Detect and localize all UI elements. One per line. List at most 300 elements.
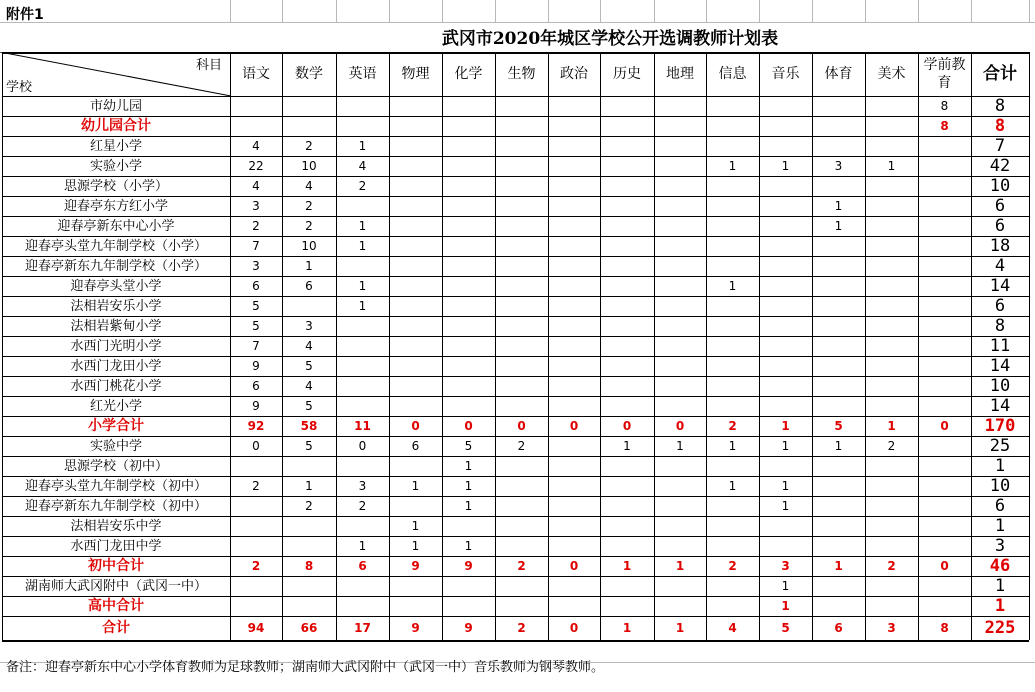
value-cell xyxy=(812,96,865,116)
row-divider xyxy=(2,336,1029,337)
value-cell xyxy=(230,516,282,536)
value-cell xyxy=(442,176,495,196)
value-cell xyxy=(495,136,548,156)
subtotal-label: 小学合计 xyxy=(88,418,144,434)
subtotal-label: 合计 xyxy=(102,620,130,636)
value-cell: 9 xyxy=(464,559,473,573)
value-cell xyxy=(600,516,654,536)
value-cell xyxy=(548,496,600,516)
row-divider xyxy=(2,256,1029,257)
value-cell: 5 xyxy=(305,359,313,373)
value-cell: 0 xyxy=(622,419,632,433)
value-cell xyxy=(336,376,389,396)
value-cell: 1 xyxy=(411,479,420,493)
column-divider xyxy=(336,52,337,640)
value-cell: 6 xyxy=(252,279,260,293)
value-cell xyxy=(759,196,812,216)
value-cell xyxy=(706,376,759,396)
value-cell xyxy=(495,336,548,356)
value-cell xyxy=(706,256,759,276)
value-cell xyxy=(495,256,548,276)
value-cell: 2 xyxy=(358,499,367,513)
value-cell xyxy=(495,576,548,596)
value-cell: 6 xyxy=(834,621,843,635)
value-cell: 2 xyxy=(305,199,313,213)
value-cell: 10 xyxy=(301,159,317,173)
value-cell xyxy=(600,116,654,136)
subject-header: 美术 xyxy=(877,66,906,82)
value-cell xyxy=(336,336,389,356)
value-cell xyxy=(918,196,971,216)
column-divider xyxy=(282,52,283,640)
column-divider xyxy=(865,52,866,640)
value-cell xyxy=(282,296,336,316)
value-cell: 3 xyxy=(781,559,790,573)
value-cell xyxy=(442,196,495,216)
sheet-gridline xyxy=(1029,0,1030,22)
value-cell xyxy=(706,236,759,256)
value-cell xyxy=(654,456,706,476)
value-cell: 0 xyxy=(464,419,473,433)
value-cell xyxy=(918,576,971,596)
value-cell xyxy=(230,116,282,136)
value-cell xyxy=(495,176,548,196)
row-total-cell: 6 xyxy=(994,196,1006,216)
value-cell xyxy=(706,176,759,196)
value-cell xyxy=(442,376,495,396)
value-cell: 2 xyxy=(252,219,260,233)
subject-header: 信息 xyxy=(718,66,747,82)
value-cell xyxy=(706,296,759,316)
value-cell: 1 xyxy=(622,621,632,635)
value-cell: 17 xyxy=(354,621,371,635)
value-cell xyxy=(230,456,282,476)
value-cell xyxy=(759,176,812,196)
value-cell xyxy=(654,536,706,556)
value-cell: 1 xyxy=(728,159,737,173)
value-cell xyxy=(706,456,759,476)
value-cell: 1 xyxy=(887,419,896,433)
row-total-cell: 46 xyxy=(989,556,1011,576)
value-cell xyxy=(654,176,706,196)
row-total-cell: 225 xyxy=(984,617,1016,638)
value-cell: 1 xyxy=(676,439,684,453)
value-cell xyxy=(442,216,495,236)
value-cell xyxy=(759,296,812,316)
value-cell xyxy=(654,256,706,276)
value-cell: 1 xyxy=(358,139,367,153)
value-cell xyxy=(918,236,971,256)
value-cell xyxy=(548,236,600,256)
school-name: 水西门桃花小学 xyxy=(70,378,162,394)
value-cell xyxy=(759,216,812,236)
school-name: 法相岩安乐小学 xyxy=(70,298,162,314)
subject-header: 合计 xyxy=(983,63,1017,84)
value-cell: 2 xyxy=(517,439,526,453)
row-total-cell: 170 xyxy=(984,416,1016,436)
sheet-gridline xyxy=(548,0,549,22)
value-cell xyxy=(336,316,389,336)
value-cell xyxy=(759,356,812,376)
value-cell: 8 xyxy=(940,119,949,133)
value-cell xyxy=(548,116,600,136)
value-cell xyxy=(918,396,971,416)
value-cell xyxy=(442,356,495,376)
sheet-gridline xyxy=(282,0,283,22)
value-cell: 0 xyxy=(411,419,420,433)
row-total-cell: 1 xyxy=(994,596,1006,616)
value-cell xyxy=(282,516,336,536)
value-cell: 1 xyxy=(834,219,843,233)
value-cell xyxy=(654,156,706,176)
value-cell xyxy=(389,136,442,156)
value-cell: 2 xyxy=(305,219,313,233)
row-divider xyxy=(2,496,1029,497)
row-divider xyxy=(2,576,1029,577)
subject-header: 政治 xyxy=(560,66,588,82)
value-cell xyxy=(812,536,865,556)
value-cell: 5 xyxy=(781,621,790,635)
value-cell xyxy=(654,316,706,336)
value-cell xyxy=(812,476,865,496)
value-cell xyxy=(336,96,389,116)
sheet-gridline xyxy=(759,0,760,22)
value-cell xyxy=(600,316,654,336)
value-cell xyxy=(282,536,336,556)
value-cell xyxy=(865,516,918,536)
row-total-cell: 8 xyxy=(994,116,1006,136)
value-cell: 2 xyxy=(305,499,313,513)
value-cell xyxy=(442,116,495,136)
row-total-cell: 42 xyxy=(989,156,1011,176)
row-divider xyxy=(2,516,1029,517)
table-title: 武冈市2020年城区学校公开选调教师计划表 xyxy=(441,29,779,49)
row-divider xyxy=(2,316,1029,317)
value-cell: 1 xyxy=(464,479,473,493)
value-cell xyxy=(600,276,654,296)
value-cell xyxy=(600,376,654,396)
value-cell: 1 xyxy=(834,559,843,573)
sheet-gridline xyxy=(442,0,443,22)
value-cell xyxy=(495,156,548,176)
value-cell: 92 xyxy=(247,419,265,433)
value-cell: 2 xyxy=(517,559,526,573)
value-cell xyxy=(812,376,865,396)
value-cell xyxy=(706,356,759,376)
value-cell xyxy=(706,576,759,596)
value-cell: 10 xyxy=(301,239,317,253)
value-cell xyxy=(548,276,600,296)
value-cell xyxy=(495,276,548,296)
row-divider xyxy=(2,216,1029,217)
value-cell xyxy=(548,256,600,276)
value-cell: 7 xyxy=(252,239,260,253)
value-cell xyxy=(600,136,654,156)
value-cell: 1 xyxy=(728,439,737,453)
value-cell xyxy=(759,256,812,276)
value-cell xyxy=(442,576,495,596)
value-cell: 9 xyxy=(411,621,420,635)
value-cell xyxy=(918,456,971,476)
value-cell xyxy=(389,356,442,376)
value-cell xyxy=(812,316,865,336)
value-cell xyxy=(759,276,812,296)
row-divider xyxy=(2,356,1029,357)
value-cell xyxy=(230,96,282,116)
column-divider xyxy=(442,52,443,640)
value-cell: 4 xyxy=(305,339,313,353)
value-cell: 6 xyxy=(411,439,420,453)
value-cell xyxy=(600,256,654,276)
value-cell xyxy=(282,576,336,596)
value-cell xyxy=(706,136,759,156)
value-cell xyxy=(389,276,442,296)
value-cell: 1 xyxy=(358,539,367,553)
column-divider xyxy=(600,52,601,640)
value-cell: 1 xyxy=(358,219,367,233)
value-cell xyxy=(759,96,812,116)
value-cell: 1 xyxy=(728,279,737,293)
row-divider xyxy=(2,456,1029,457)
value-cell xyxy=(600,476,654,496)
value-cell xyxy=(759,316,812,336)
value-cell: 1 xyxy=(464,459,473,473)
value-cell xyxy=(759,136,812,156)
value-cell xyxy=(442,296,495,316)
value-cell xyxy=(918,356,971,376)
value-cell xyxy=(865,256,918,276)
value-cell xyxy=(548,96,600,116)
row-total-cell: 14 xyxy=(989,396,1011,416)
value-cell xyxy=(654,236,706,256)
value-cell xyxy=(812,516,865,536)
value-cell xyxy=(442,316,495,336)
sheet-gridline xyxy=(918,0,919,22)
row-total-cell: 6 xyxy=(994,296,1006,316)
value-cell xyxy=(706,196,759,216)
value-cell xyxy=(548,336,600,356)
value-cell xyxy=(230,596,282,616)
value-cell xyxy=(600,336,654,356)
row-total-cell: 10 xyxy=(989,176,1011,196)
value-cell xyxy=(600,196,654,216)
value-cell xyxy=(759,456,812,476)
school-name: 迎春亭头堂小学 xyxy=(70,278,162,294)
column-divider xyxy=(812,52,813,640)
value-cell xyxy=(918,176,971,196)
value-cell xyxy=(865,396,918,416)
attachment-label: 附件1 xyxy=(6,7,44,23)
subject-header: 化学 xyxy=(454,66,483,82)
value-cell xyxy=(230,496,282,516)
subject-header: 物理 xyxy=(401,66,430,82)
value-cell xyxy=(389,176,442,196)
value-cell: 0 xyxy=(675,419,685,433)
value-cell: 4 xyxy=(252,179,260,193)
value-cell: 2 xyxy=(305,139,313,153)
value-cell xyxy=(548,176,600,196)
value-cell xyxy=(654,216,706,236)
value-cell xyxy=(654,136,706,156)
value-cell xyxy=(865,196,918,216)
value-cell xyxy=(389,576,442,596)
row-total-cell: 7 xyxy=(994,136,1006,156)
value-cell xyxy=(654,376,706,396)
value-cell xyxy=(654,476,706,496)
value-cell xyxy=(548,156,600,176)
sheet-gridline xyxy=(600,0,601,22)
value-cell: 0 xyxy=(252,439,260,453)
row-total-cell: 11 xyxy=(989,336,1011,356)
column-divider xyxy=(759,52,760,640)
value-cell xyxy=(654,336,706,356)
value-cell xyxy=(918,476,971,496)
value-cell xyxy=(759,536,812,556)
value-cell xyxy=(865,236,918,256)
value-cell xyxy=(389,336,442,356)
value-cell: 1 xyxy=(781,579,790,593)
value-cell xyxy=(389,376,442,396)
value-cell xyxy=(548,576,600,596)
subject-header: 数学 xyxy=(295,66,323,82)
value-cell xyxy=(336,576,389,596)
value-cell xyxy=(548,296,600,316)
value-cell xyxy=(600,216,654,236)
value-cell xyxy=(654,296,706,316)
value-cell: 1 xyxy=(675,559,685,573)
value-cell xyxy=(600,496,654,516)
value-cell: 5 xyxy=(305,399,313,413)
value-cell xyxy=(600,536,654,556)
value-cell: 1 xyxy=(675,621,685,635)
value-cell xyxy=(282,456,336,476)
value-cell: 9 xyxy=(252,359,260,373)
value-cell: 58 xyxy=(300,419,318,433)
value-cell: 5 xyxy=(252,299,260,313)
row-divider xyxy=(2,556,1029,557)
value-cell xyxy=(812,576,865,596)
school-name: 迎春亭东方红小学 xyxy=(63,198,168,214)
sheet-gridline xyxy=(230,0,231,22)
value-cell xyxy=(918,516,971,536)
value-cell: 5 xyxy=(834,419,843,433)
value-cell xyxy=(495,216,548,236)
value-cell xyxy=(495,96,548,116)
value-cell xyxy=(600,456,654,476)
school-name: 思源学校（小学） xyxy=(63,178,168,194)
value-cell: 2 xyxy=(887,559,896,573)
row-total-cell: 3 xyxy=(994,536,1006,556)
school-name: 湖南师大武冈附中（武冈一中） xyxy=(24,578,207,594)
value-cell xyxy=(812,596,865,616)
value-cell xyxy=(865,216,918,236)
value-cell: 5 xyxy=(252,319,260,333)
sheet-gridline xyxy=(706,0,707,22)
value-cell xyxy=(495,236,548,256)
value-cell: 0 xyxy=(517,419,526,433)
value-cell xyxy=(706,596,759,616)
value-cell xyxy=(759,336,812,356)
school-name: 水西门龙田小学 xyxy=(70,358,162,374)
value-cell: 0 xyxy=(940,559,949,573)
value-cell xyxy=(812,336,865,356)
value-cell xyxy=(442,396,495,416)
value-cell xyxy=(495,116,548,136)
value-cell: 1 xyxy=(781,599,790,613)
value-cell xyxy=(812,256,865,276)
value-cell: 2 xyxy=(887,439,896,453)
school-name: 实验中学 xyxy=(89,438,142,454)
value-cell xyxy=(759,396,812,416)
row-total-cell: 8 xyxy=(994,316,1006,336)
value-cell xyxy=(706,396,759,416)
value-cell: 2 xyxy=(728,419,737,433)
subject-header: 语文 xyxy=(242,66,270,82)
value-cell xyxy=(600,596,654,616)
value-cell: 4 xyxy=(358,159,367,173)
value-cell xyxy=(706,496,759,516)
value-cell: 3 xyxy=(358,479,367,493)
column-divider xyxy=(548,52,549,640)
sheet-gridline xyxy=(971,0,972,22)
value-cell xyxy=(865,356,918,376)
value-cell: 1 xyxy=(622,559,632,573)
value-cell xyxy=(654,516,706,536)
value-cell xyxy=(865,376,918,396)
value-cell xyxy=(918,156,971,176)
row-divider xyxy=(2,436,1029,437)
school-name: 迎春亭头堂九年制学校（初中） xyxy=(24,478,207,494)
school-name: 迎春亭头堂九年制学校（小学） xyxy=(24,238,207,254)
value-cell xyxy=(759,376,812,396)
column-divider xyxy=(230,52,231,640)
school-name: 实验小学 xyxy=(89,158,142,174)
row-divider xyxy=(2,276,1029,277)
value-cell xyxy=(600,96,654,116)
value-cell: 7 xyxy=(252,339,260,353)
column-divider xyxy=(654,52,655,640)
value-cell: 1 xyxy=(411,539,420,553)
value-cell: 2 xyxy=(517,621,526,635)
value-cell xyxy=(282,116,336,136)
value-cell xyxy=(282,596,336,616)
row-divider xyxy=(2,236,1029,237)
value-cell xyxy=(495,596,548,616)
value-cell xyxy=(706,516,759,536)
value-cell xyxy=(812,236,865,256)
subtotal-label: 高中合计 xyxy=(88,598,144,614)
value-cell: 3 xyxy=(252,199,260,213)
value-cell xyxy=(495,496,548,516)
value-cell: 1 xyxy=(358,239,367,253)
value-cell xyxy=(600,236,654,256)
value-cell xyxy=(918,376,971,396)
value-cell xyxy=(600,176,654,196)
value-cell xyxy=(918,296,971,316)
value-cell xyxy=(336,396,389,416)
value-cell xyxy=(759,236,812,256)
value-cell xyxy=(812,356,865,376)
value-cell xyxy=(442,336,495,356)
value-cell xyxy=(706,536,759,556)
column-divider xyxy=(1029,52,1030,640)
value-cell xyxy=(865,136,918,156)
value-cell xyxy=(600,296,654,316)
school-name: 市幼儿园 xyxy=(89,98,142,114)
value-cell: 94 xyxy=(247,621,265,635)
row-divider xyxy=(2,596,1029,597)
value-cell xyxy=(389,216,442,236)
